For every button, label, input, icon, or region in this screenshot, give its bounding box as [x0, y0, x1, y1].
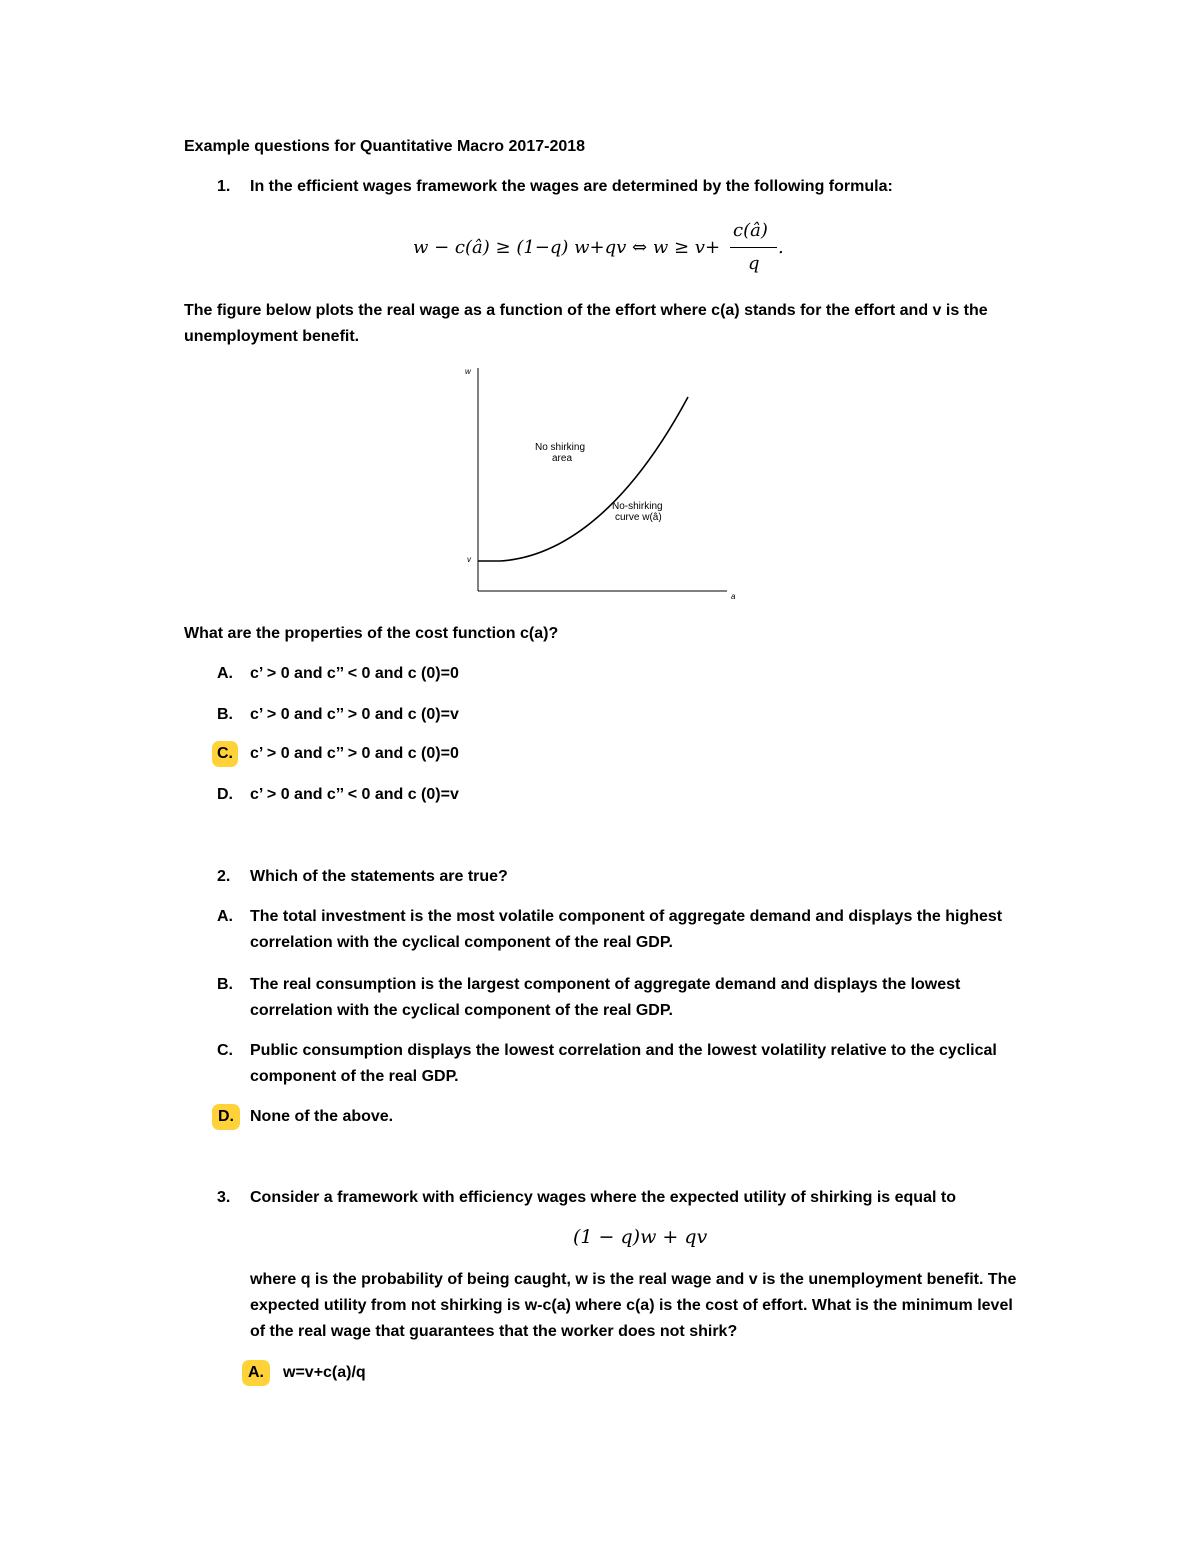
- q3-body: where q is the probability of being caught, w is the real wage and v is the unemployment benefit. The expected utility from not shirking is w-c(a) where c(a) is the cost of effort. What is the minimum level of the real wage that guarantees that the worker does not shirk?: [250, 1271, 1017, 1340]
- option-text: c’ > 0 and c’’ > 0 and c (0)=v: [250, 706, 459, 723]
- page-title: Example questions for Quantitative Macro 2017-2018: [184, 138, 586, 155]
- option-letter: A.: [217, 665, 233, 682]
- answer-highlight: D.: [212, 1104, 240, 1130]
- option-text: c’ > 0 and c’’ < 0 and c (0)=v: [250, 786, 459, 803]
- option-text: c’ > 0 and c’’ > 0 and c (0)=0: [250, 745, 459, 762]
- answer-highlight: C.: [212, 741, 238, 767]
- answer-highlight: A.: [242, 1360, 270, 1386]
- q3-number: 3.: [217, 1189, 231, 1206]
- option-text: The real consumption is the largest component of aggregate demand and displays the lowest correlation with the cyclical component of the real GDP.: [250, 976, 961, 1019]
- option-letter: B.: [217, 976, 233, 993]
- area-label-line1: No shirking: [535, 442, 586, 453]
- x-axis-label: a: [731, 592, 736, 601]
- v-label: v: [467, 555, 471, 564]
- y-axis-label: w: [465, 367, 471, 376]
- curve-label-line2: curve w(â): [615, 512, 662, 523]
- formula-numerator: c(â): [733, 220, 768, 241]
- formula-denominator: q: [748, 253, 760, 274]
- option-letter: B.: [217, 706, 233, 723]
- option-text: c’ > 0 and c’’ < 0 and c (0)=0: [250, 665, 459, 682]
- q2-number: 2.: [217, 868, 231, 885]
- curve-label-line1: No-shirking: [612, 501, 663, 512]
- option-text: None of the above.: [250, 1108, 394, 1125]
- formula-tail: .: [778, 237, 784, 258]
- figure-caption: The figure below plots the real wage as a function of the effort where c(a) stands for the effort and v is the unemployment benefit.: [184, 302, 988, 345]
- no-shirking-figure: [455, 365, 755, 605]
- q3-text: Consider a framework with efficiency wages where the expected utility of shirking is equal to: [250, 1189, 956, 1206]
- q1-number: 1.: [217, 178, 231, 195]
- option-letter: A.: [217, 908, 233, 925]
- option-letter: C.: [217, 1042, 233, 1059]
- formula-lhs: w − c(â) ≥ (1−q) w+qv ⇔ w ≥ v+: [413, 237, 721, 258]
- q2-text: Which of the statements are true?: [250, 868, 508, 885]
- option-text: Public consumption displays the lowest correlation and the lowest volatility relative to the cyclical component of the real GDP.: [250, 1042, 997, 1085]
- no-shirking-curve: [478, 397, 688, 561]
- q1-question: What are the properties of the cost function c(a)?: [184, 625, 559, 642]
- q1-text: In the efficient wages framework the wages are determined by the following formula:: [250, 178, 893, 195]
- option-letter: D.: [217, 786, 233, 803]
- option-text: The total investment is the most volatile component of aggregate demand and displays the highest correlation with the cyclical component of the real GDP.: [250, 908, 1003, 951]
- area-label-line2: area: [552, 453, 573, 464]
- q3-formula: (1 − q)w + qv: [573, 1226, 708, 1248]
- fraction-bar: [730, 247, 777, 248]
- option-text: w=v+c(a)/q: [283, 1364, 366, 1381]
